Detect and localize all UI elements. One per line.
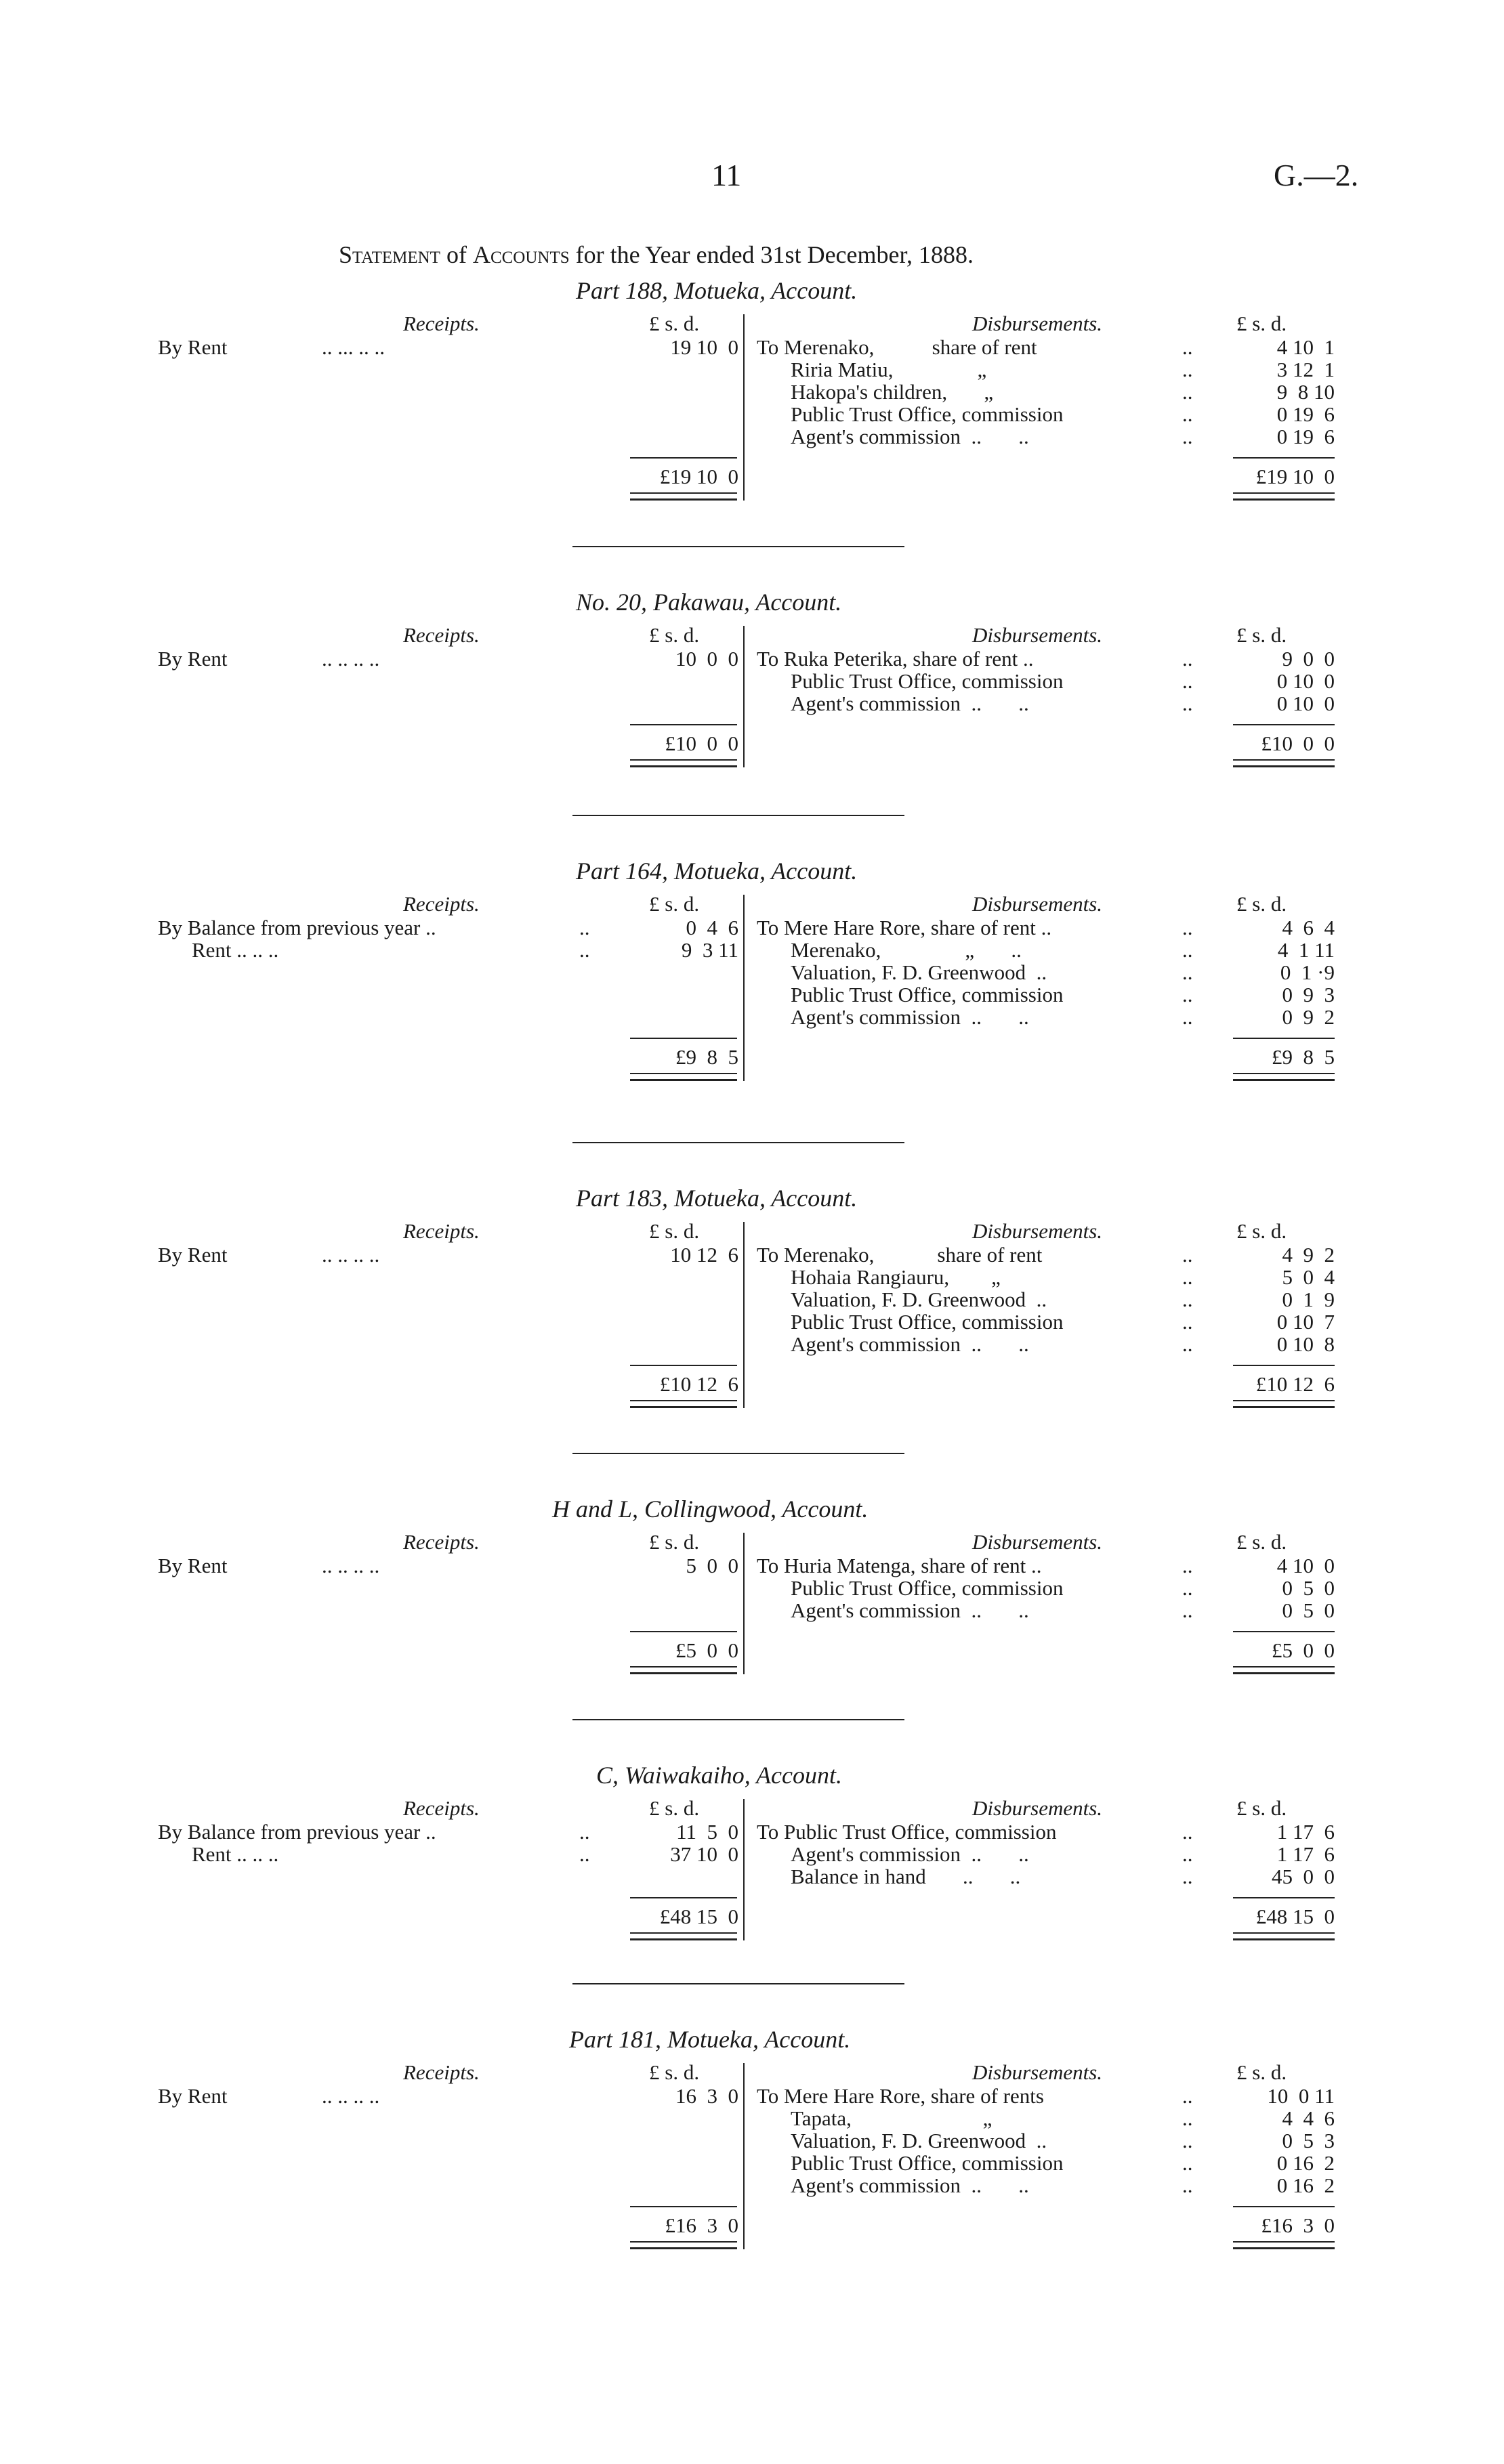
disbursement-amount: 5 0 4 [1282,1265,1335,1289]
disbursement-amount: 0 16 2 [1276,2151,1335,2175]
disbursement-label: Valuation, F. D. Greenwood .. [791,960,1047,984]
disbursement-label: To Mere Hare Rore, share of rent .. [757,916,1052,939]
receipts-total: £48 15 0 [659,1905,738,1928]
disbursement-leader-dots: .. [1182,335,1193,359]
column-divider [743,1222,745,1408]
disbursement-amount: 1 17 6 [1276,1842,1335,1866]
receipt-leader-dots: .. .. .. .. [322,647,380,671]
disbursement-label: Public Trust Office, commission [791,1576,1064,1600]
disbursements-currency-header: £ s. d. [1236,1796,1287,1820]
disbursement-label: Valuation, F. D. Greenwood .. [791,1288,1047,1311]
disbursements-total-double-rule [1233,2241,1335,2249]
disbursements-header: Disbursements. [972,1796,1103,1820]
receipt-amount: 10 12 6 [670,1243,738,1267]
disbursement-label: Agent's commission .. .. [791,1842,1029,1866]
section-separator [572,1142,904,1143]
receipts-total-double-rule [630,492,737,501]
disbursement-leader-dots: .. [1182,380,1193,404]
disbursement-amount: 0 1 ·9 [1280,960,1335,984]
receipts-currency-header: £ s. d. [649,2060,700,2084]
receipts-currency-header: £ s. d. [649,1219,700,1243]
disbursements-header: Disbursements. [972,1530,1103,1554]
receipt-leader-dots: .. [579,938,590,962]
receipts-header: Receipts. [403,623,480,647]
receipts-total: £9 8 5 [675,1045,738,1069]
disbursement-leader-dots: .. [1182,1005,1193,1029]
disbursement-leader-dots: .. [1182,1310,1193,1334]
section-separator [572,1719,904,1720]
disbursement-leader-dots: .. [1182,960,1193,984]
page-number: 11 [711,158,742,192]
disbursement-label: Agent's commission .. .. [791,1332,1029,1356]
receipts-header: Receipts. [403,1219,480,1243]
disbursement-label: To Merenako, share of rent [757,1243,1043,1267]
disbursement-label: Valuation, F. D. Greenwood .. [791,2129,1047,2152]
disbursements-total-double-rule [1233,1932,1335,1940]
receipts-currency-header: £ s. d. [649,892,700,916]
disbursement-leader-dots: .. [1182,1842,1193,1866]
receipt-leader-dots: .. [579,916,590,939]
receipts-sum-line [630,1365,737,1366]
disbursement-label: To Merenako, share of rent [757,335,1037,359]
disbursements-sum-line [1233,724,1335,725]
receipt-amount: 37 10 0 [670,1842,738,1866]
disbursement-amount: 3 12 1 [1276,358,1335,381]
disbursement-label: Hohaia Rangiauru, „ [791,1265,1001,1289]
disbursement-amount: 4 10 0 [1276,1554,1335,1577]
column-divider [743,314,745,501]
disbursements-total: £48 15 0 [1255,1905,1335,1928]
disbursements-sum-line [1233,457,1335,459]
disbursements-header: Disbursements. [972,312,1103,335]
disbursement-amount: 10 0 11 [1267,2084,1335,2108]
receipt-label: By Balance from previous year .. [158,916,436,939]
disbursement-leader-dots: .. [1182,1265,1193,1289]
disbursement-leader-dots: .. [1182,916,1193,939]
disbursement-amount: 9 8 10 [1276,380,1335,404]
disbursements-sum-line [1233,1038,1335,1039]
receipt-amount: 10 0 0 [675,647,738,671]
section-separator [572,1983,904,1984]
column-divider [743,626,745,767]
disbursement-amount: 4 9 2 [1282,1243,1335,1267]
receipt-label: By Rent [158,1554,228,1577]
column-divider [743,895,745,1081]
column-divider [743,2063,745,2249]
disbursements-header: Disbursements. [972,1219,1103,1243]
disbursement-leader-dots: .. [1182,2129,1193,2152]
disbursement-amount: 45 0 0 [1272,1865,1335,1888]
title-word-statement: Statement [339,241,440,268]
receipt-leader-dots: .. [579,1820,590,1844]
document-code: G.—2. [1274,158,1359,192]
receipts-total: £16 3 0 [665,2213,738,2237]
receipt-amount: 16 3 0 [675,2084,738,2108]
disbursement-amount: 0 19 6 [1276,425,1335,448]
receipts-sum-line [630,724,737,725]
disbursement-leader-dots: .. [1182,1554,1193,1577]
section-separator [572,546,904,547]
receipt-label: By Rent [158,647,228,671]
receipt-leader-dots: .. .. .. .. [322,1243,380,1267]
disbursement-leader-dots: .. [1182,2173,1193,2197]
disbursements-total-double-rule [1233,1073,1335,1081]
account-title: Part 183, Motueka, Account. [576,1185,858,1212]
disbursement-label: Public Trust Office, commission [791,1310,1064,1334]
disbursements-total-double-rule [1233,1666,1335,1674]
account-title: Part 188, Motueka, Account. [576,277,858,304]
disbursements-header: Disbursements. [972,2060,1103,2084]
disbursement-label: To Huria Matenga, share of rent .. [757,1554,1042,1577]
disbursement-amount: 4 1 11 [1277,938,1335,962]
receipts-header: Receipts. [403,892,480,916]
disbursement-amount: 0 5 0 [1282,1598,1335,1622]
receipts-total: £10 0 0 [665,731,738,755]
page-title [339,240,974,269]
disbursements-total-double-rule [1233,492,1335,501]
disbursement-amount: 0 5 0 [1282,1576,1335,1600]
receipt-label: Rent .. .. .. [192,938,279,962]
disbursements-header: Disbursements. [972,623,1103,647]
disbursements-sum-line [1233,1631,1335,1632]
disbursement-label: To Public Trust Office, commission [757,1820,1057,1844]
section-separator [572,1453,904,1454]
disbursement-leader-dots: .. [1182,358,1193,381]
disbursement-leader-dots: .. [1182,1288,1193,1311]
receipt-leader-dots: .. ... .. .. [322,335,385,359]
disbursement-amount: 0 10 7 [1276,1310,1335,1334]
disbursement-leader-dots: .. [1182,692,1193,715]
receipt-amount: 9 3 11 [681,938,738,962]
disbursement-amount: 0 1 9 [1282,1288,1335,1311]
disbursements-currency-header: £ s. d. [1236,312,1287,335]
disbursements-total: £10 0 0 [1261,731,1335,755]
disbursement-amount: 0 9 2 [1282,1005,1335,1029]
disbursement-label: Public Trust Office, commission [791,669,1064,693]
disbursement-label: Hakopa's children, „ [791,380,994,404]
receipts-total-double-rule [630,759,737,767]
disbursements-currency-header: £ s. d. [1236,2060,1287,2084]
receipt-leader-dots: .. .. .. .. [322,1554,380,1577]
disbursements-sum-line [1233,1365,1335,1366]
disbursement-label: Public Trust Office, commission [791,2151,1064,2175]
disbursement-leader-dots: .. [1182,2084,1193,2108]
receipt-amount: 19 10 0 [670,335,738,359]
receipts-total-double-rule [630,1073,737,1081]
disbursement-amount: 0 10 0 [1276,692,1335,715]
disbursement-leader-dots: .. [1182,938,1193,962]
account-title: C, Waiwakaiho, Account. [596,1762,842,1789]
disbursement-leader-dots: .. [1182,1576,1193,1600]
disbursement-leader-dots: .. [1182,1820,1193,1844]
receipt-leader-dots: .. .. .. .. [322,2084,380,2108]
disbursements-sum-line [1233,1897,1335,1898]
receipts-sum-line [630,1897,737,1898]
disbursement-leader-dots: .. [1182,1243,1193,1267]
disbursement-label: Riria Matiu, „ [791,358,987,381]
disbursements-sum-line [1233,2206,1335,2207]
title-word-accounts: Accounts [472,241,570,268]
receipts-currency-header: £ s. d. [649,1530,700,1554]
disbursements-total: £9 8 5 [1272,1045,1335,1069]
disbursement-leader-dots: .. [1182,983,1193,1006]
receipts-total-double-rule [630,1400,737,1408]
receipt-label: By Balance from previous year .. [158,1820,436,1844]
account-title: Part 164, Motueka, Account. [576,857,858,885]
receipts-total: £19 10 0 [659,465,738,488]
receipts-header: Receipts. [403,1530,480,1554]
disbursement-leader-dots: .. [1182,647,1193,671]
disbursement-amount: 4 6 4 [1282,916,1335,939]
account-title: Part 181, Motueka, Account. [569,2026,851,2053]
receipts-total-double-rule [630,2241,737,2249]
disbursements-currency-header: £ s. d. [1236,892,1287,916]
account-title: H and L, Collingwood, Account. [552,1495,869,1523]
disbursement-amount: 0 16 2 [1276,2173,1335,2197]
receipts-total: £10 12 6 [659,1372,738,1396]
disbursements-currency-header: £ s. d. [1236,1219,1287,1243]
receipt-label: By Rent [158,335,228,359]
receipt-leader-dots: .. [579,1842,590,1866]
receipt-amount: 11 5 0 [676,1820,738,1844]
disbursement-amount: 1 17 6 [1276,1820,1335,1844]
receipts-sum-line [630,1631,737,1632]
disbursement-amount: 9 0 0 [1282,647,1335,671]
disbursement-label: Agent's commission .. .. [791,425,1029,448]
account-title: No. 20, Pakawau, Account. [576,589,842,616]
disbursements-total: £5 0 0 [1272,1638,1335,1662]
receipt-label: By Rent [158,2084,228,2108]
title-rest: for the Year ended 31st December, 1888. [569,241,974,268]
title-word-of: of [440,241,473,268]
disbursement-label: To Ruka Peterika, share of rent .. [757,647,1034,671]
receipts-sum-line [630,457,737,459]
disbursement-label: To Mere Hare Rore, share of rents [757,2084,1044,2108]
column-divider [743,1799,745,1940]
section-separator [572,815,904,816]
receipts-sum-line [630,1038,737,1039]
disbursement-amount: 4 10 1 [1276,335,1335,359]
disbursements-total-double-rule [1233,759,1335,767]
receipts-total: £5 0 0 [675,1638,738,1662]
column-divider [743,1533,745,1674]
disbursement-label: Agent's commission .. .. [791,1005,1029,1029]
disbursement-leader-dots: .. [1182,669,1193,693]
receipt-label: By Rent [158,1243,228,1267]
receipts-currency-header: £ s. d. [649,623,700,647]
disbursement-leader-dots: .. [1182,1598,1193,1622]
disbursements-total: £19 10 0 [1255,465,1335,488]
receipts-currency-header: £ s. d. [649,312,700,335]
disbursements-header: Disbursements. [972,892,1103,916]
disbursement-label: Balance in hand .. .. [791,1865,1021,1888]
disbursement-label: Agent's commission .. .. [791,692,1029,715]
disbursement-amount: 0 9 3 [1282,983,1335,1006]
disbursement-label: Tapata, „ [791,2106,993,2130]
receipts-total-double-rule [630,1666,737,1674]
disbursements-currency-header: £ s. d. [1236,623,1287,647]
disbursement-leader-dots: .. [1182,1332,1193,1356]
disbursements-total-double-rule [1233,1400,1335,1408]
disbursement-leader-dots: .. [1182,2151,1193,2175]
receipt-label: Rent .. .. .. [192,1842,279,1866]
receipt-amount: 0 4 6 [686,916,738,939]
disbursement-label: Public Trust Office, commission [791,402,1064,426]
disbursements-total: £10 12 6 [1255,1372,1335,1396]
disbursements-currency-header: £ s. d. [1236,1530,1287,1554]
disbursement-amount: 0 10 8 [1276,1332,1335,1356]
disbursement-amount: 0 5 3 [1282,2129,1335,2152]
disbursements-total: £16 3 0 [1261,2213,1335,2237]
disbursement-label: Agent's commission .. .. [791,1598,1029,1622]
disbursement-leader-dots: .. [1182,402,1193,426]
disbursement-leader-dots: .. [1182,425,1193,448]
receipts-header: Receipts. [403,2060,480,2084]
disbursement-leader-dots: .. [1182,2106,1193,2130]
disbursement-label: Merenako, „ .. [791,938,1022,962]
receipt-amount: 5 0 0 [686,1554,738,1577]
receipts-sum-line [630,2206,737,2207]
receipts-currency-header: £ s. d. [649,1796,700,1820]
receipts-header: Receipts. [403,312,480,335]
receipts-header: Receipts. [403,1796,480,1820]
disbursement-amount: 4 4 6 [1282,2106,1335,2130]
disbursement-amount: 0 10 0 [1276,669,1335,693]
receipts-total-double-rule [630,1932,737,1940]
disbursement-label: Agent's commission .. .. [791,2173,1029,2197]
disbursement-amount: 0 19 6 [1276,402,1335,426]
disbursement-leader-dots: .. [1182,1865,1193,1888]
disbursement-label: Public Trust Office, commission [791,983,1064,1006]
